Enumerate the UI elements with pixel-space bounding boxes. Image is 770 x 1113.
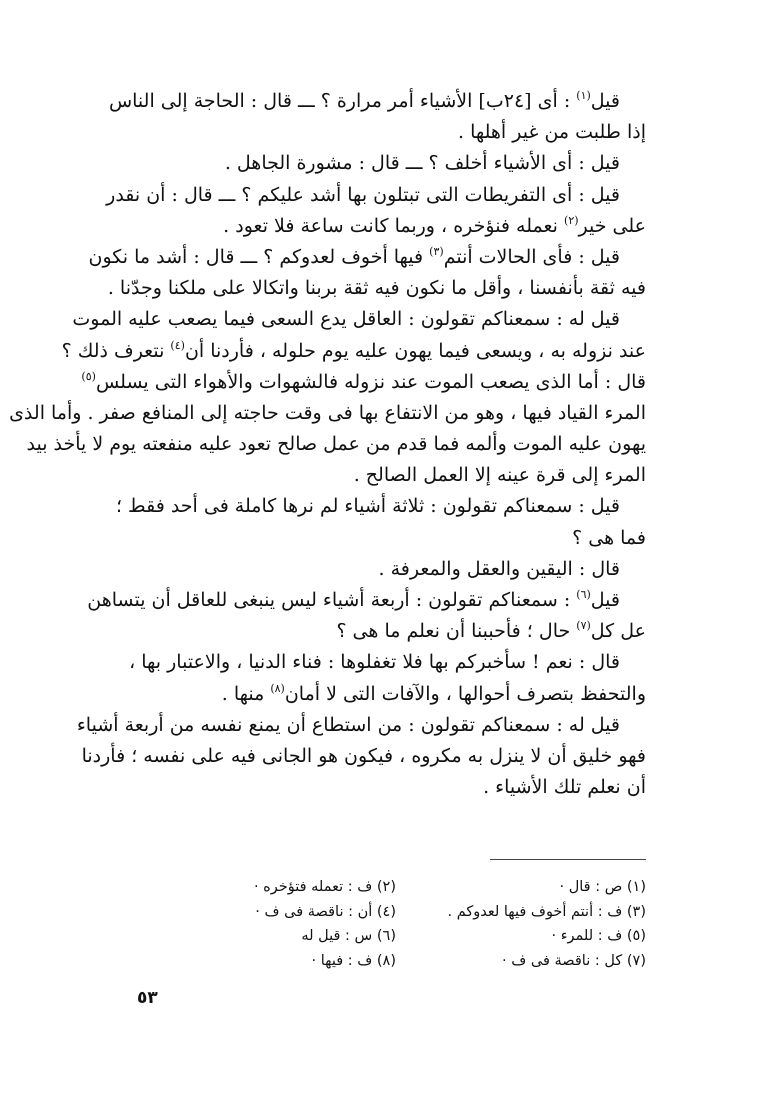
footnote-marker: (٦) bbox=[576, 588, 591, 601]
paragraph bbox=[88, 242, 646, 304]
text-segment: فيها أخوف لعدوكم ؟ ـــ قال : أشد ما نكون bbox=[88, 245, 430, 268]
page-number: ٥٣ bbox=[137, 988, 158, 1008]
text-line bbox=[72, 304, 646, 335]
text-line bbox=[136, 772, 646, 803]
text-segment: منها . bbox=[221, 682, 271, 705]
paragraph bbox=[115, 491, 646, 553]
footnote-row bbox=[150, 924, 646, 949]
text-line bbox=[136, 211, 646, 242]
footnote-marker: (٢) bbox=[564, 213, 579, 227]
text-segment: : أى [٢٤ب] الأشياء أمر مرارة ؟ ـــ قال : الحاجة إلى الناس bbox=[108, 90, 577, 112]
text-line bbox=[136, 554, 646, 585]
text-line bbox=[136, 616, 646, 647]
footnote-marker: (٨) bbox=[270, 681, 285, 695]
footnote-row bbox=[150, 900, 646, 925]
paragraph bbox=[129, 647, 646, 709]
footnote-marker: (٤) bbox=[170, 338, 185, 352]
text-segment: : سمعناكم تقولون : أربعة أشياء ليس ينبغى للعاقل أن يتساهن bbox=[87, 589, 577, 611]
footnote: (٤) أن : ناقصة فى ف · bbox=[255, 903, 396, 920]
footnote: (٦) س : قيل له bbox=[301, 928, 396, 945]
text-segment: قال : اليقين والعقل والمعرفة . bbox=[378, 557, 620, 580]
text-line bbox=[136, 523, 646, 554]
text-segment: فهو خليق أن لا ينزل به مكروه ، فيكون هو الجانى فيه على نفسه ؛ فأردنا bbox=[81, 744, 646, 767]
text-line bbox=[88, 242, 646, 273]
footnote-marker: (٥) bbox=[81, 369, 96, 383]
text-segment: يهون عليه الموت وألمه فما قدم من عمل صالح تعود عليه منفعته يوم لا يأخذ بيد bbox=[26, 433, 646, 456]
footnote: (٧) كل : ناقصة فى ف · bbox=[502, 952, 646, 969]
text-line bbox=[61, 336, 646, 367]
paragraph bbox=[9, 304, 646, 491]
footnote-marker: (٣) bbox=[429, 244, 444, 258]
text-segment: نتعرف ذلك ؟ bbox=[61, 339, 171, 362]
text-segment: قيل له : سمعناكم تقولون : العاقل يدع السعى فيما يصعب عليه الموت bbox=[72, 308, 620, 331]
text-line bbox=[108, 86, 646, 117]
footnote: (١) ص : قال · bbox=[559, 879, 646, 895]
text-line bbox=[136, 117, 646, 148]
text-segment: والتحفظ بتصرف أحوالها ، والآفات التى لا أمان bbox=[284, 682, 646, 705]
text-segment: حال ؛ فأحببنا أن نعلم ما هى ؟ bbox=[336, 620, 577, 643]
text-segment: قيل : أى الأشياء أخلف ؟ ـــ قال : مشورة الجاهل . bbox=[224, 152, 620, 175]
text-segment: قال : نعم ! سأخبركم بها فلا تغفلوها : فناء الدنيا ، والاعتبار بها ، bbox=[129, 651, 620, 674]
text-segment: قيل : فأى الحالات أنتم bbox=[443, 245, 620, 268]
footnote-marker: (٧) bbox=[576, 619, 591, 633]
text-segment: إذا طلبت من غير أهلها . bbox=[458, 121, 646, 144]
footnotes bbox=[150, 875, 646, 973]
footnote: (٨) ف : فيها · bbox=[311, 952, 396, 969]
paragraph bbox=[106, 180, 646, 242]
text-segment: فيه ثقة بأنفسنا ، وأقل ما نكون فيه ثقة بربنا واتكالا على ملكنا وجدّنا . bbox=[107, 277, 646, 300]
text-segment: نعمله فنؤخره ، وربما كانت ساعة فلا تعود . bbox=[223, 214, 565, 237]
text-segment: قيل : سمعناكم تقولون : ثلاثة أشياء لم نرها كاملة فى أحد فقط ؛ bbox=[115, 495, 620, 518]
footnote: (٥) ف : للمرء · bbox=[551, 928, 646, 945]
footnote: (٣) ف : أنتم أخوف فيها لعدوكم . bbox=[447, 903, 646, 920]
text-line bbox=[26, 429, 646, 460]
paragraph bbox=[136, 148, 646, 179]
footnote-row bbox=[150, 949, 646, 974]
text-line bbox=[136, 148, 646, 179]
text-segment: أن نعلم تلك الأشياء . bbox=[483, 776, 646, 799]
text-segment: على خير bbox=[578, 214, 646, 237]
text-line bbox=[81, 367, 646, 398]
footnote-separator bbox=[490, 859, 646, 860]
text-segment: فما هى ؟ bbox=[572, 526, 646, 549]
text-line bbox=[136, 460, 646, 491]
paragraph bbox=[76, 710, 646, 804]
text-segment: عل كل bbox=[590, 620, 646, 643]
footnote: (٢) ف : تعمله فتؤخره · bbox=[253, 879, 396, 895]
text-segment: المرء إلى قرة عينه إلا العمل الصالح . bbox=[353, 464, 646, 487]
text-line bbox=[76, 710, 646, 741]
text-segment: قال : أما الذى يصعب الموت عند نزوله فالشهوات والأهواء التى يسلس bbox=[95, 370, 646, 393]
text-segment: قيل bbox=[590, 589, 620, 611]
text-line bbox=[107, 273, 646, 304]
text-line bbox=[115, 491, 646, 522]
text-line bbox=[87, 585, 646, 616]
paragraph bbox=[87, 585, 646, 647]
text-segment: قيل bbox=[590, 90, 620, 112]
text-segment: قيل له : سمعناكم تقولون : من استطاع أن يمنع نفسه من أربعة أشياء bbox=[76, 713, 620, 736]
text-line bbox=[106, 180, 646, 211]
paragraph bbox=[108, 86, 646, 148]
footnote-marker: (١) bbox=[576, 89, 591, 102]
text-line bbox=[136, 679, 646, 710]
text-segment: قيل : أى التفريطات التى تبتلون بها أشد عليكم ؟ ـــ قال : أن نقدر bbox=[106, 183, 620, 206]
text-segment: عند نزوله به ، ويسعى فيما يهون عليه يوم حلوله ، فأردنا أن bbox=[184, 339, 646, 362]
body-text bbox=[9, 86, 646, 803]
footnote-row bbox=[150, 875, 646, 900]
text-line bbox=[9, 398, 646, 429]
text-line bbox=[81, 741, 646, 772]
text-segment: المرء القياد فيها ، وهو من الانتفاع بها فى وقت حاجته إلى المنافع صفر . وأما الذى bbox=[9, 401, 646, 424]
text-line bbox=[129, 647, 646, 678]
paragraph bbox=[136, 554, 646, 585]
